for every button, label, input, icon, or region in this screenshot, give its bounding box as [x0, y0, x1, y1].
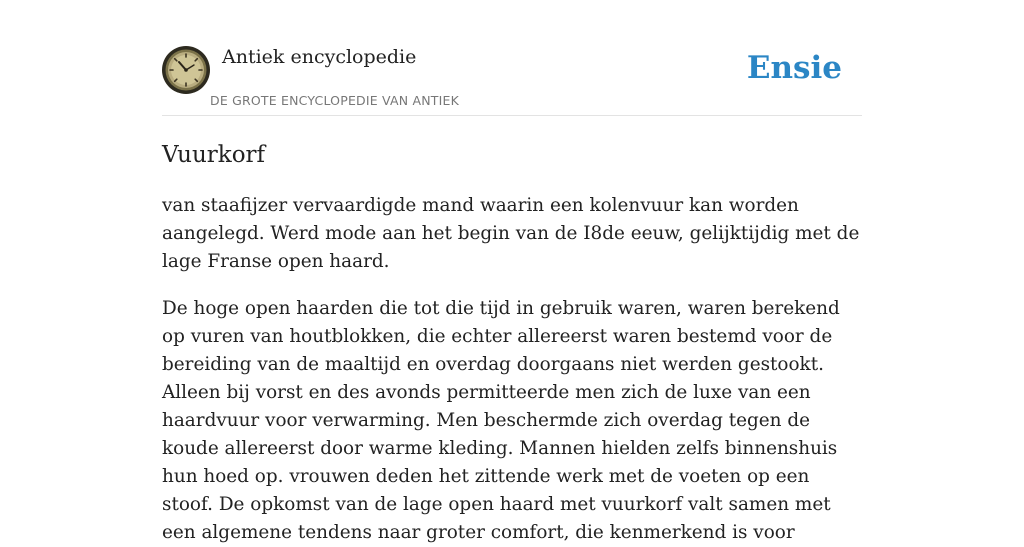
site-subtitle: DE GROTE ENCYCLOPEDIE VAN ANTIEK — [210, 93, 459, 108]
antique-clock-icon — [162, 46, 210, 94]
site-logo-avatar[interactable] — [162, 46, 210, 94]
article-paragraph-1: van staafijzer vervaardigde mand waarin een kolenvuur kan worden aangelegd. Werd mode aan het begin van de I8de eeuw, gelijktijdig met de lage Franse open haard. — [162, 195, 860, 272]
site-header — [162, 0, 862, 116]
article-paragraph-2: De hoge open haarden die tot die tijd in gebruik waren, waren berekend op vuren van houtblokken, die echter allereerst waren bestemd voor de bereiding van de maaltijd en overdag doorgaans niet werden gestookt. Alleen bij vorst en des avonds permitteerde men zich de luxe van een haardvuur voor verwarming. Men beschermde zich overdag tegen de koude allereerst door warme kleding. Mannen hielden zelfs binnenshuis hun hoed op. vrouwen deden het zittende werk met de voeten op een stoof. De opkomst van de lage open haard met vuurkorf valt samen met een algemene tendens naar groter comfort, die kenmerkend is voor — [162, 298, 840, 543]
page-container — [162, 0, 862, 547]
article-title: Vuurkorf — [162, 142, 266, 168]
ensie-brand-logo[interactable]: Ensie — [746, 50, 842, 86]
site-title-link[interactable]: Antiek encyclopedie — [222, 46, 417, 68]
